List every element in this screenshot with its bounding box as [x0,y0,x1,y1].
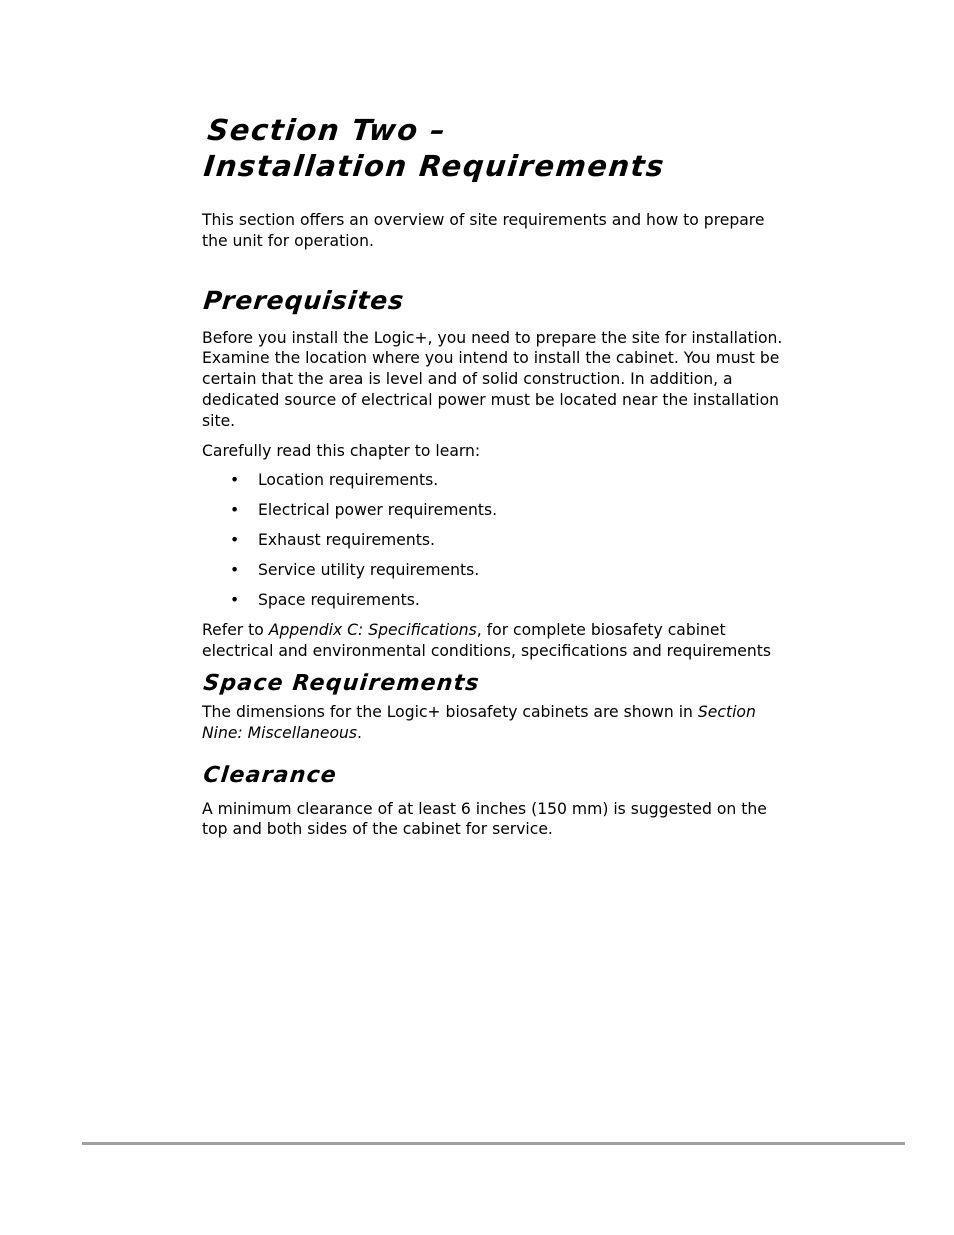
bullet-icon: • [230,531,240,550]
refer-text-after: , for complete biosafety cabinet electrical and environmental conditions, specifications and requirements [202,621,772,661]
bullet-icon: • [230,501,240,520]
clearance-heading: Clearance [202,762,339,788]
page-title-line-2: Installation Requirements [202,149,667,183]
list-item [202,560,792,590]
appendix-reference: Appendix C: Specifications [268,621,477,640]
refer-paragraph [202,620,792,662]
prerequisites-paragraph: Before you install the Logic+, you need to prepare the site for installation. Examine the location where you intend to install the cabinet. You must be certain that the area is level and of solid construction. In addition, a dedicated source of electrical power must be located near the installation site. [202,328,783,430]
list-item-label: Electrical power requirements. [258,501,498,520]
list-item [202,590,792,620]
clearance-paragraph: A minimum clearance of at least 6 inches (150 mm) is suggested on the top and both sides of the cabinet for service. [202,799,767,839]
list-item-label: Location requirements. [258,471,439,490]
requirements-list [202,470,792,620]
refer-text-before: Refer to [202,621,269,640]
prerequisites-lead-in: Carefully read this chapter to learn: [202,441,481,460]
prerequisites-heading: Prerequisites [202,285,406,315]
bullet-icon: • [230,561,240,580]
space-requirements-heading: Space Requirements [202,670,481,696]
section-nine-reference: Section Nine: Miscellaneous [202,702,756,742]
footer-divider [82,1142,905,1145]
page-title-line-1: Section Two – [205,113,449,147]
space-text-after: . [357,723,362,742]
bullet-icon: • [230,591,240,610]
list-item-label: Service utility requirements. [258,561,480,580]
bullet-icon: • [230,471,240,490]
list-item [202,530,792,560]
list-item-label: Space requirements. [258,591,420,610]
space-text-before: The dimensions for the Logic+ biosafety cabinets are shown in [202,702,698,721]
page-content [202,112,792,840]
space-requirements-paragraph [202,702,792,744]
list-item-label: Exhaust requirements. [258,531,435,550]
list-item [202,470,792,500]
page-title [202,112,800,184]
intro-paragraph: This section offers an overview of site requirements and how to prepare the unit for operation. [202,211,765,250]
list-item [202,500,792,530]
